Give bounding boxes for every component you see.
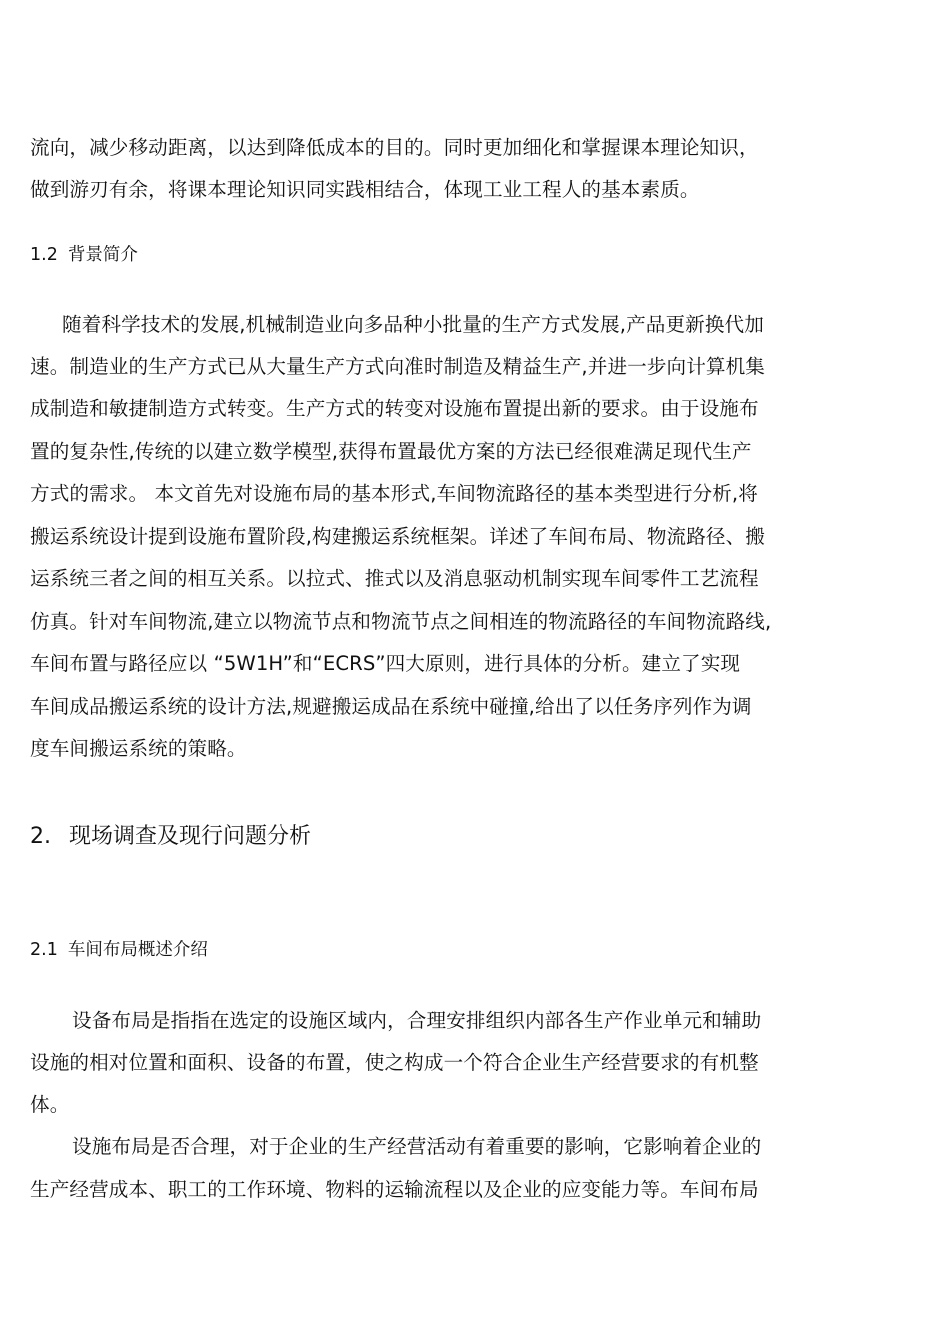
section-title: 现场调查及现行问题分析	[69, 824, 312, 849]
section-number: 1.2	[30, 245, 58, 265]
body-text-line: 设备布局是指指在选定的设施区域内，合理安排组织内部各生产作业单元和辅助	[72, 1009, 762, 1032]
body-text-line: 体。	[30, 1093, 70, 1116]
section-heading-1-2	[30, 244, 138, 266]
section-title: 背景简介	[67, 245, 138, 265]
body-text-line: 生产经营成本、职工的工作环境、物料的运输流程以及企业的应变能力等。车间布局	[30, 1178, 759, 1201]
body-text-line: 流向，减少移动距离，以达到降低成本的目的。同时更加细化和掌握课本理论知识，	[30, 136, 759, 159]
section-title: 车间布局概述介绍	[67, 940, 208, 960]
body-text-line: 随着科学技术的发展,机械制造业向多品种小批量的生产方式发展,产品更新换代加	[62, 313, 764, 336]
body-text-line: 做到游刃有余，将课本理论知识同实践相结合，体现工业工程人的基本素质。	[30, 178, 700, 201]
body-text-line: 方式的需求。 本文首先对设施布局的基本形式,车间物流路径的基本类型进行分析,将	[30, 482, 758, 505]
section-number: 2.	[30, 824, 51, 849]
body-text-line: 设施布局是否合理，对于企业的生产经营活动有着重要的影响，它影响着企业的	[72, 1135, 762, 1158]
body-text-line: 成制造和敏捷制造方式转变。生产方式的转变对设施布置提出新的要求。由于设施布	[30, 397, 759, 420]
body-text-line: 运系统三者之间的相互关系。以拉式、推式以及消息驱动机制实现车间零件工艺流程	[30, 567, 759, 590]
body-text-line: 速。制造业的生产方式已从大量生产方式向准时制造及精益生产,并进一步向计算机集	[30, 355, 765, 378]
section-number: 2.1	[30, 940, 58, 960]
body-text-line: 车间成品搬运系统的设计方法,规避搬运成品在系统中碰撞,给出了以任务序列作为调	[30, 695, 752, 718]
body-text-line: 设施的相对位置和面积、设备的布置，使之构成一个符合企业生产经营要求的有机整	[30, 1051, 759, 1074]
section-heading-2	[30, 823, 311, 851]
body-text-line: 搬运系统设计提到设施布置阶段,构建搬运系统框架。详述了车间布局、物流路径、搬	[30, 525, 765, 548]
body-text-line: 仿真。针对车间物流,建立以物流节点和物流节点之间相连的物流路径的车间物流路线,	[30, 610, 772, 633]
body-text-line: 置的复杂性,传统的以建立数学模型,获得布置最优方案的方法已经很难满足现代生产	[30, 440, 752, 463]
section-heading-2-1	[30, 939, 208, 961]
body-text-line: 度车间搬运系统的策略。	[30, 737, 247, 760]
body-text-line: 车间布置与路径应以 “5W1H”和“ECRS”四大原则，进行具体的分析。建立了实现	[30, 652, 741, 675]
